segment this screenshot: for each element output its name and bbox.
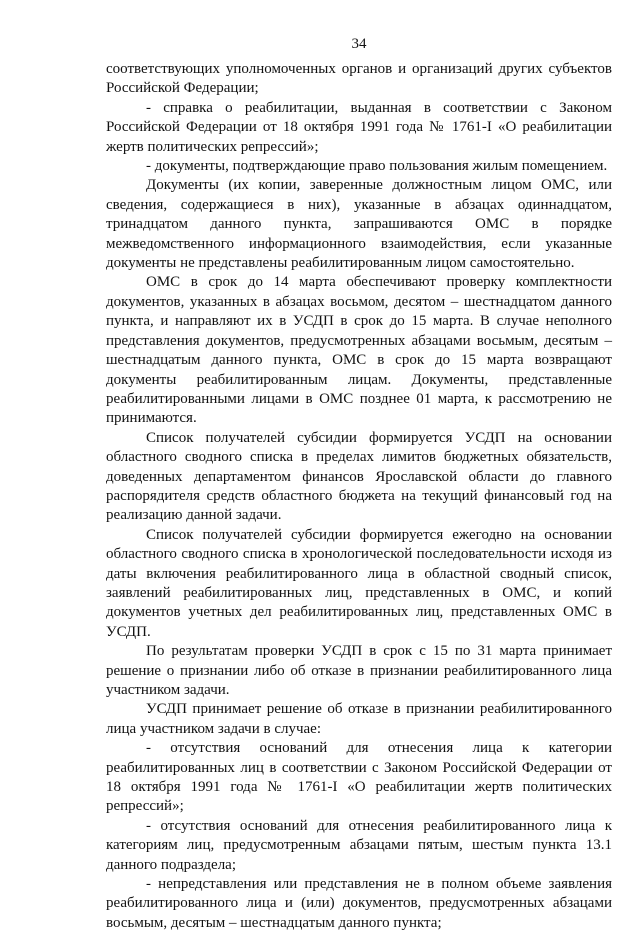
paragraph-housing-documents: - документы, подтверждающие право пользования жилым помещением. — [146, 158, 608, 175]
paragraph-recipients-list-limits: Список получателей субсидии формируется УСДП на основании областного сводного списка в пределах лимитов бюджетных обязательств, доведенных департаментом финансов Ярославской области до главного распорядителя средств областного бюджета на текущий финансовый год на реализацию данной задачи. — [106, 429, 612, 524]
paragraph-refusal-intro: УСДП принимает решение об отказе в признании реабилитированного лица участником задачи в случае: — [106, 701, 612, 737]
paragraph-recipients-list-annual: Список получателей субсидии формируется ежегодно на основании областного сводного списка в хронологической последовательности исходя из даты включения реабилитированного лица в областной сводный список, заявлений реабилитированных лиц, представленных в ОМС, и копий документов учетных дел реабилитированных лиц, представленных ОМС в УСДП. — [106, 526, 612, 640]
paragraph-refusal-incomplete-documents: - непредставления или представления не в полном объеме заявления реабилитированного лица и (или) документов, предусмотренных абзацами восьмым, десятым – шестнадцатым данного пункта; — [106, 876, 612, 931]
paragraph-continuation: соответствующих уполномоченных органов и организаций других субъектов Российской Федерации; — [106, 61, 612, 97]
paragraph-refusal-no-grounds-category: - отсутствия оснований для отнесения лица к категории реабилитированных лиц в соответствии с Законом Российской Федерации от 18 октября 1991 года № 1761-I «О реабилитации жертв политических репрессий»; — [106, 740, 612, 815]
page-number: 34 — [351, 36, 367, 52]
document-body — [106, 60, 612, 933]
paragraph-refusal-no-grounds-person: - отсутствия оснований для отнесения реабилитированного лица к категориям лиц, предусмотренным абзацами пятым, шестым пункта 13.1 данного подраздела; — [106, 817, 612, 873]
paragraph-interagency-request: Документы (их копии, заверенные должностным лицом ОМС, или сведения, содержащиеся в них), указанные в абзацах одиннадцатом, тринадцатом данного пункта, запрашиваются ОМС в порядке межведомственного информационного взаимодействия, если указанные документы не представлены реабилитированным лицом самостоятельно. — [106, 177, 612, 272]
paragraph-usdp-decision: По результатам проверки УСДП в срок с 15 по 31 марта принимает решение о признании либо об отказе в признании реабилитированного лица участником задачи. — [106, 643, 612, 698]
paragraph-rehabilitation-certificate: - справка о реабилитации, выданная в соответствии с Законом Российской Федерации от 18 октября 1991 года № 1761-I «О реабилитации жертв политических репрессий»; — [106, 99, 612, 155]
paragraph-oms-check: ОМС в срок до 14 марта обеспечивают проверку комплектности документов, указанных в абзацах восьмом, десятом – шестнадцатом данного пункта, и направляют их в УСДП в срок до 15 марта. В случае неполного представления документов, предусмотренных абзацами восьмым, десятым – шестнадцатым данного пункта, ОМС в срок до 15 марта возвращают документы реабилитированным лицам. Документы, представленные реабилитированными лицами в ОМС позднее 01 марта, к рассмотрению не принимаются. — [106, 274, 612, 427]
